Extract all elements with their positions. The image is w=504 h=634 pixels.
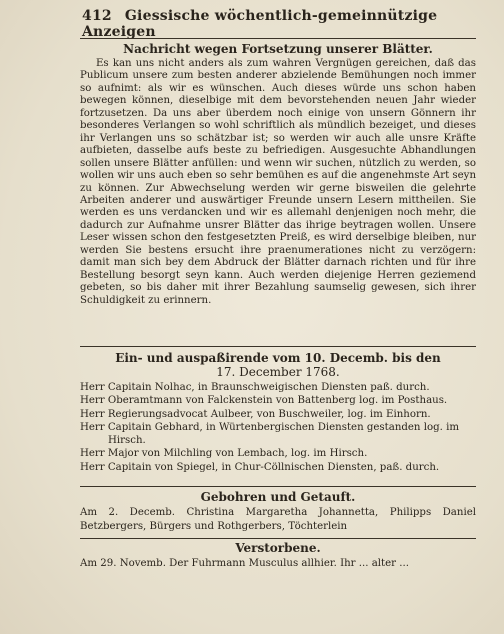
notice-title: Nachricht wegen Fortsetzung unserer Blätter. <box>123 42 433 56</box>
header-rule <box>80 38 476 39</box>
arrival-entry: Herr Capitain Gebhard, in Würtenbergischen Diensten gestanden log. im <box>80 421 460 433</box>
arrivals-title <box>80 351 476 379</box>
section-divider-3 <box>80 538 476 539</box>
deaths-title: Verstorbene. <box>235 541 321 555</box>
arrival-entry: Herr Regierungsadvocat Aulbeer, von Buschweiler, log. im Einhorn. <box>80 408 431 420</box>
page-header <box>82 8 482 38</box>
section-divider-2 <box>80 486 476 487</box>
running-title: Giessische wöchentlich-gemeinnützige Anzeigen <box>82 8 438 40</box>
section-divider-1 <box>80 346 476 347</box>
births-title: Gebohren und Getauft. <box>200 490 356 504</box>
arrivals-title-line2: 17. December 1768. <box>216 365 340 379</box>
births-entry: Am 2. Decemb. Christina Margaretha Johannetta, Philipps Daniel Betzbergers, Bürgers und Rothgerbers, Töchterlein <box>80 507 476 532</box>
arrival-entry: Herr Capitain von Spiegel, in Chur-Cöllnischen Diensten, paß. durch. <box>80 461 440 473</box>
arrival-entry: Hirsch. <box>108 435 146 447</box>
arrival-entry: Herr Capitain Nolhac, in Braunschweigischen Diensten paß. durch. <box>80 382 430 393</box>
arrival-entry: Herr Major von Milchling von Lembach, log. im Hirsch. <box>80 448 368 460</box>
arrivals-list <box>80 381 476 474</box>
page-number: 412 <box>82 8 112 24</box>
deaths-entry: Am 29. Novemb. Der Fuhrmann Musculus allhier. Ihr ... alter ... <box>80 558 410 569</box>
arrival-entry: Herr Oberamtmann von Falckenstein von Battenberg log. im Posthaus. <box>80 395 448 407</box>
arrivals-title-line1: Ein- und auspaßirende vom 10. Decemb. bis den <box>115 351 441 365</box>
notice-paragraph: Es kan uns nicht anders als zum wahren Vergnügen gereichen, daß das Publicum unsere zum besten anderer abzielende Bemühungen noch immer so aufnimt: als wir es wünschen. Auch dieses würde uns schon haben bewegen können, dieselbige mit dem bevorstehenden neuen Jahr wieder fortzusetzen. Da uns aber überdem noch einige von unsern Gönnern ihr besonderes Verlangen so wohl schriftlich als mündlich bezeiget, und dieses ihr Verlangen uns so schätzbar ist; so werden wir auch alle unsre Kräfte aufbieten, dasselbe aufs beste zu befriedigen. Ausgesuchte Abhandlungen sollen unsere Blätter anfüllen: und wenn wir suchen, nützlich zu werden, so wollen wir uns auch eben so sehr bemühen es auf die angenehmste Art seyn zu können. Zur Abwechselung werden wir gerne bisweilen die gelehrte Arbeiten anderer und auswärtiger Freunde unsern Lesern mittheilen. Sie werden es uns verdancken und wir es allemahl denjenigen noch mehr, die dadurch zur Aufnahme unsrer Blätter das ihrige beytragen wollen. Unsere Leser wissen schon den festgesetzten Preiß, es wird derselbige bleiben, nur werden Sie bestens ersucht ihre praenumerationes nicht zu verzögern: damit man sich bey dem Abdruck der Blätter darnach richten und für ihre Bestellung besorgt seyn kann. Auch werden diejenige Herren geziemend gebeten, so bis daher mit ihrer Bezahlung saumselig gewesen, sich ihrer Schuldigkeit zu erinnern. <box>80 58 476 306</box>
